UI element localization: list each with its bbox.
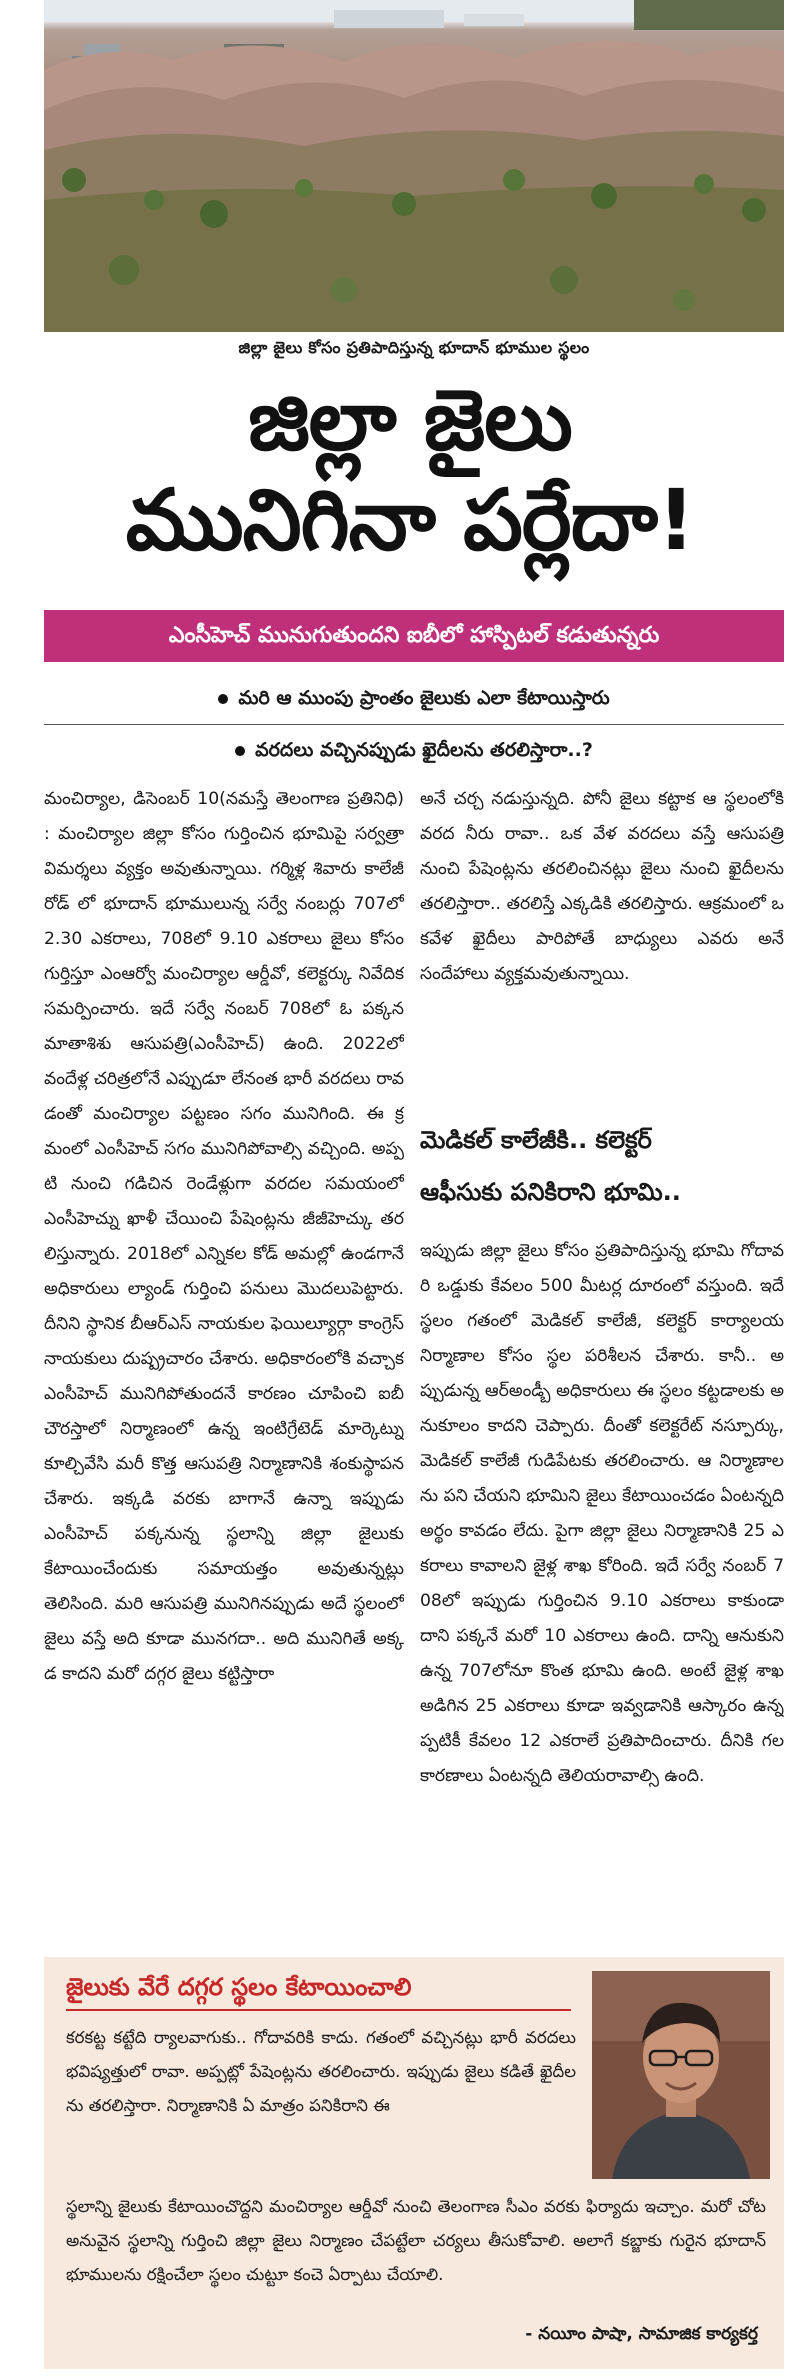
quote-box-title: జైలుకు వేరే దగ్గర స్థలం కేటాయించాలి: [66, 1973, 412, 2001]
quote-box-title-underline: [66, 2009, 571, 2011]
article-left-column: మంచిర్యాల, డిసెంబర్ 10(నమస్తే తెలంగాణ ప్రతినిధి) : మంచిర్యాల జిల్లా కోసం గుర్తించిన భూమిపై సర్వత్రా విమర్శలు వ్యక్తం అవుతున్నాయి. గర్మిళ్ల శివారు కాలేజీ రోడ్ లో భూదాన్ భూములున్న సర్వే నంబర్లు 707లో 2.30 ఎకరాలు, 708లో 9.10 ఎకరాలు జైలు కోసం గుర్తిస్తూ ఎంఆర్వో మంచిర్యాల ఆర్డీవో, కలెక్టర్కు నివేదిక సమర్పించారు. ఇదే సర్వే నంబర్ 708లో ఓ పక్కన మాతాశిశు ఆసుపత్రి(ఎంసీహెచ్) ఉంది. 2022లో వందేళ్ల చరిత్రలోనే ఎప్పుడూ లేనంత భారీ వరదలు రావడంతో మంచిర్యాల పట్టణం సగం మునిగింది. ఈ క్రమంలో ఎంసీహెచ్ సగం మునిగిపోవాల్సి వచ్చింది. అప్పటి నుంచి గడిచిన రెండేళ్లుగా వరదల సమయంలో ఎంసీహెచ్ను ఖాళీ చేయించి పేషెంట్లను జీజీహెచ్కు తరలిస్తున్నారు. 2018లో ఎన్నికల కోడ్ అమల్లో ఉండగానే అధికారులు ల్యాండ్ గుర్తించి పనులు మొదలుపెట్టారు. దీనిని స్థానిక బీఆర్ఎస్ నాయకుల ఫెయిల్యూర్గా కాంగ్రెస్ నాయకులు దుష్ప్రచారం చేశారు. అధికారంలోకి వచ్చాక ఎంసీహెచ్ మునిగిపోతుందనే కారణం చూపించి ఐబీ చౌరస్తాలో నిర్మాణంలో ఉన్న ఇంటిగ్రేటెడ్ మార్కెట్ను కూల్చివేసి మరీ కొత్త ఆసుపత్రి నిర్మాణానికి శంకుస్థాపన చేశారు. ఇక్కడి వరకు బాగానే ఉన్నా ఇప్పుడు ఎంసీహెచ్ పక్కనున్న స్థలాన్ని జిల్లా జైలుకు కేటాయించేందుకు సమాయత్తం అవుతున్నట్లు తెలిసింది. మరి ఆసుపత్రి మునిగినప్పుడు అదే స్థలంలో జైలు వస్తే అది కూడా మునగదా.. అది మునిగితే అక్కడ కాదని మరో దగ్గర జైలు కట్టిస్తారా: [44, 789, 404, 1684]
quote-box: [44, 1957, 784, 2369]
subtitle-banner: ఎంసీహెచ్ మునుగుతుందని ఐబీలో హాస్పిటల్ కడుతున్నరు: [44, 610, 784, 662]
article-right-bottom: ఇప్పుడు జిల్లా జైలు కోసం ప్రతిపాదిస్తున్న భూమి గోదావరి ఒడ్డుకు కేవలం 500 మీటర్ల దూరంలో వస్తుంది. ఇదే స్థలం గతంలో మెడికల్ కాలేజీ, కలెక్టర్ కార్యాలయ నిర్మాణాల కోసం స్థల పరిశీలన చేశారు. కానీ.. అప్పుడున్న ఆర్అండ్బీ అధికారులు ఈ స్థలం కట్టడాలకు అనుకూలం కాదని చెప్పారు. దీంతో కలెక్టరేట్ నస్పూర్కు, మెడికల్ కాలేజీ గుడిపేటకు తరలించారు. ఆ నిర్మాణాలను పని చేయని భూమిని జైలు కేటాయించడం ఏంటన్నది అర్థం కావడం లేదు. పైగా జిల్లా జైలు నిర్మాణానికి 25 ఎకరాలు కావాలని జైళ్ల శాఖ కోరింది. ఇదే సర్వే నంబర్ 708లో ఇప్పుడు గుర్తించిన 9.10 ఎకరాలు కాకుండా దాని పక్కనే మరో 10 ఎకరాలు ఉంది. దాన్ని ఆనుకుని ఉన్న 707లోనూ కొంత భూమి ఉంది. అంటే జైళ్ల శాఖ అడిగిన 25 ఎకరాలు కూడా ఇవ్వడానికి ఆస్కారం ఉన్నప్పటికీ కేవలం 12 ఎకరాలే ప్రతిపాదించారు. దీనికి గల కారణాలు ఏంటన్నది తెలియరావాల్సి ఉంది.: [420, 1241, 784, 1786]
headline: [20, 370, 800, 570]
subhead-bullet-2: [44, 730, 784, 770]
subhead-text-2: వరదలు వచ్చినప్పుడు ఖైదీలను తరలిస్తారా..?: [255, 739, 593, 761]
headline-line-2: మునిగినా పర్లేదా!: [125, 471, 695, 569]
subhead-bullet-1: [44, 678, 784, 718]
article-subhead-line-1: మెడికల్ కాలేజీకి.. కలెక్టర్: [420, 1126, 652, 1154]
photo-caption: జిల్లా జైలు కోసం ప్రతిపాదిస్తున్న భూదాన్ భూముల స్థలం: [238, 338, 590, 357]
quote-signature: - నయీం పాషా, సామాజిక కార్యకర్త: [525, 2324, 758, 2344]
article-right-column: [420, 782, 784, 1924]
article-subhead-line-2: ఆఫీసుకు పనికిరాని భూమి..: [420, 1178, 681, 1206]
article-subhead: [420, 1114, 784, 1218]
land-photo: [44, 0, 784, 332]
bullet-dot-icon: [235, 746, 245, 756]
subhead-text-1: మరి ఆ ముంపు ప్రాంతం జైలుకు ఎలా కేటాయిస్తారు: [238, 687, 610, 709]
person-portrait-icon: [592, 1971, 770, 2179]
bullet-dot-icon: [218, 694, 228, 704]
article-right-top: అనే చర్చ నడుస్తున్నది. పోనీ జైలు కట్టాక ఆ స్థలంలోకి వరద నీరు రావా.. ఒక వేళ వరదలు వస్తే ఆసుపత్రి నుంచి పేషెంట్లను తరలించినట్లు జైలు నుంచి ఖైదీలను తరలిస్తారా.. తరలిస్తే ఎక్కడికి తరలిస్తారు. ఆక్రమంలో ఒకవేళ ఖైదీలు పారిపోతే బాధ్యులు ఎవరు అనే సందేహాలు వ్యక్తమవుతున్నాయి.: [420, 789, 784, 984]
quote-box-text-1: కరకట్ట కట్టేది ర్యాలవాగుకు.. గోదావరికి కాదు. గతంలో వచ్చినట్లు భారీ వరదలు భవిష్యత్తులో రావా. అప్పట్లో పేషెంట్లను తరలించారు. ఇప్పుడు జైలు కడితే ఖైదీలను తరలిస్తారా. నిర్మాణానికి ఏ మాత్రం పనికిరాని ఈ: [66, 2028, 576, 2115]
portrait-photo: [592, 1971, 770, 2179]
quote-box-text-2: స్థలాన్ని జైలుకు కేటాయించొద్దని మంచిర్యాల ఆర్డీవో నుంచి తెలంగాణ సీఎం వరకు ఫిర్యాదు ఇచ్చాం. మరో చోట అనువైన స్థలాన్ని గుర్తించి జిల్లా జైలు నిర్మాణం చేపట్టేలా చర్యలు తీసుకోవాలి. అలాగే కబ్జాకు గురైన భూదాన్ భూములను రక్షించేలా స్థలం చుట్టూ కంచె ఏర్పాటు చేయాలి.: [66, 2197, 766, 2284]
divider: [44, 724, 784, 725]
headline-line-1: జిల్లా జైలు: [248, 371, 572, 469]
land-photo-illustration: [44, 0, 784, 332]
